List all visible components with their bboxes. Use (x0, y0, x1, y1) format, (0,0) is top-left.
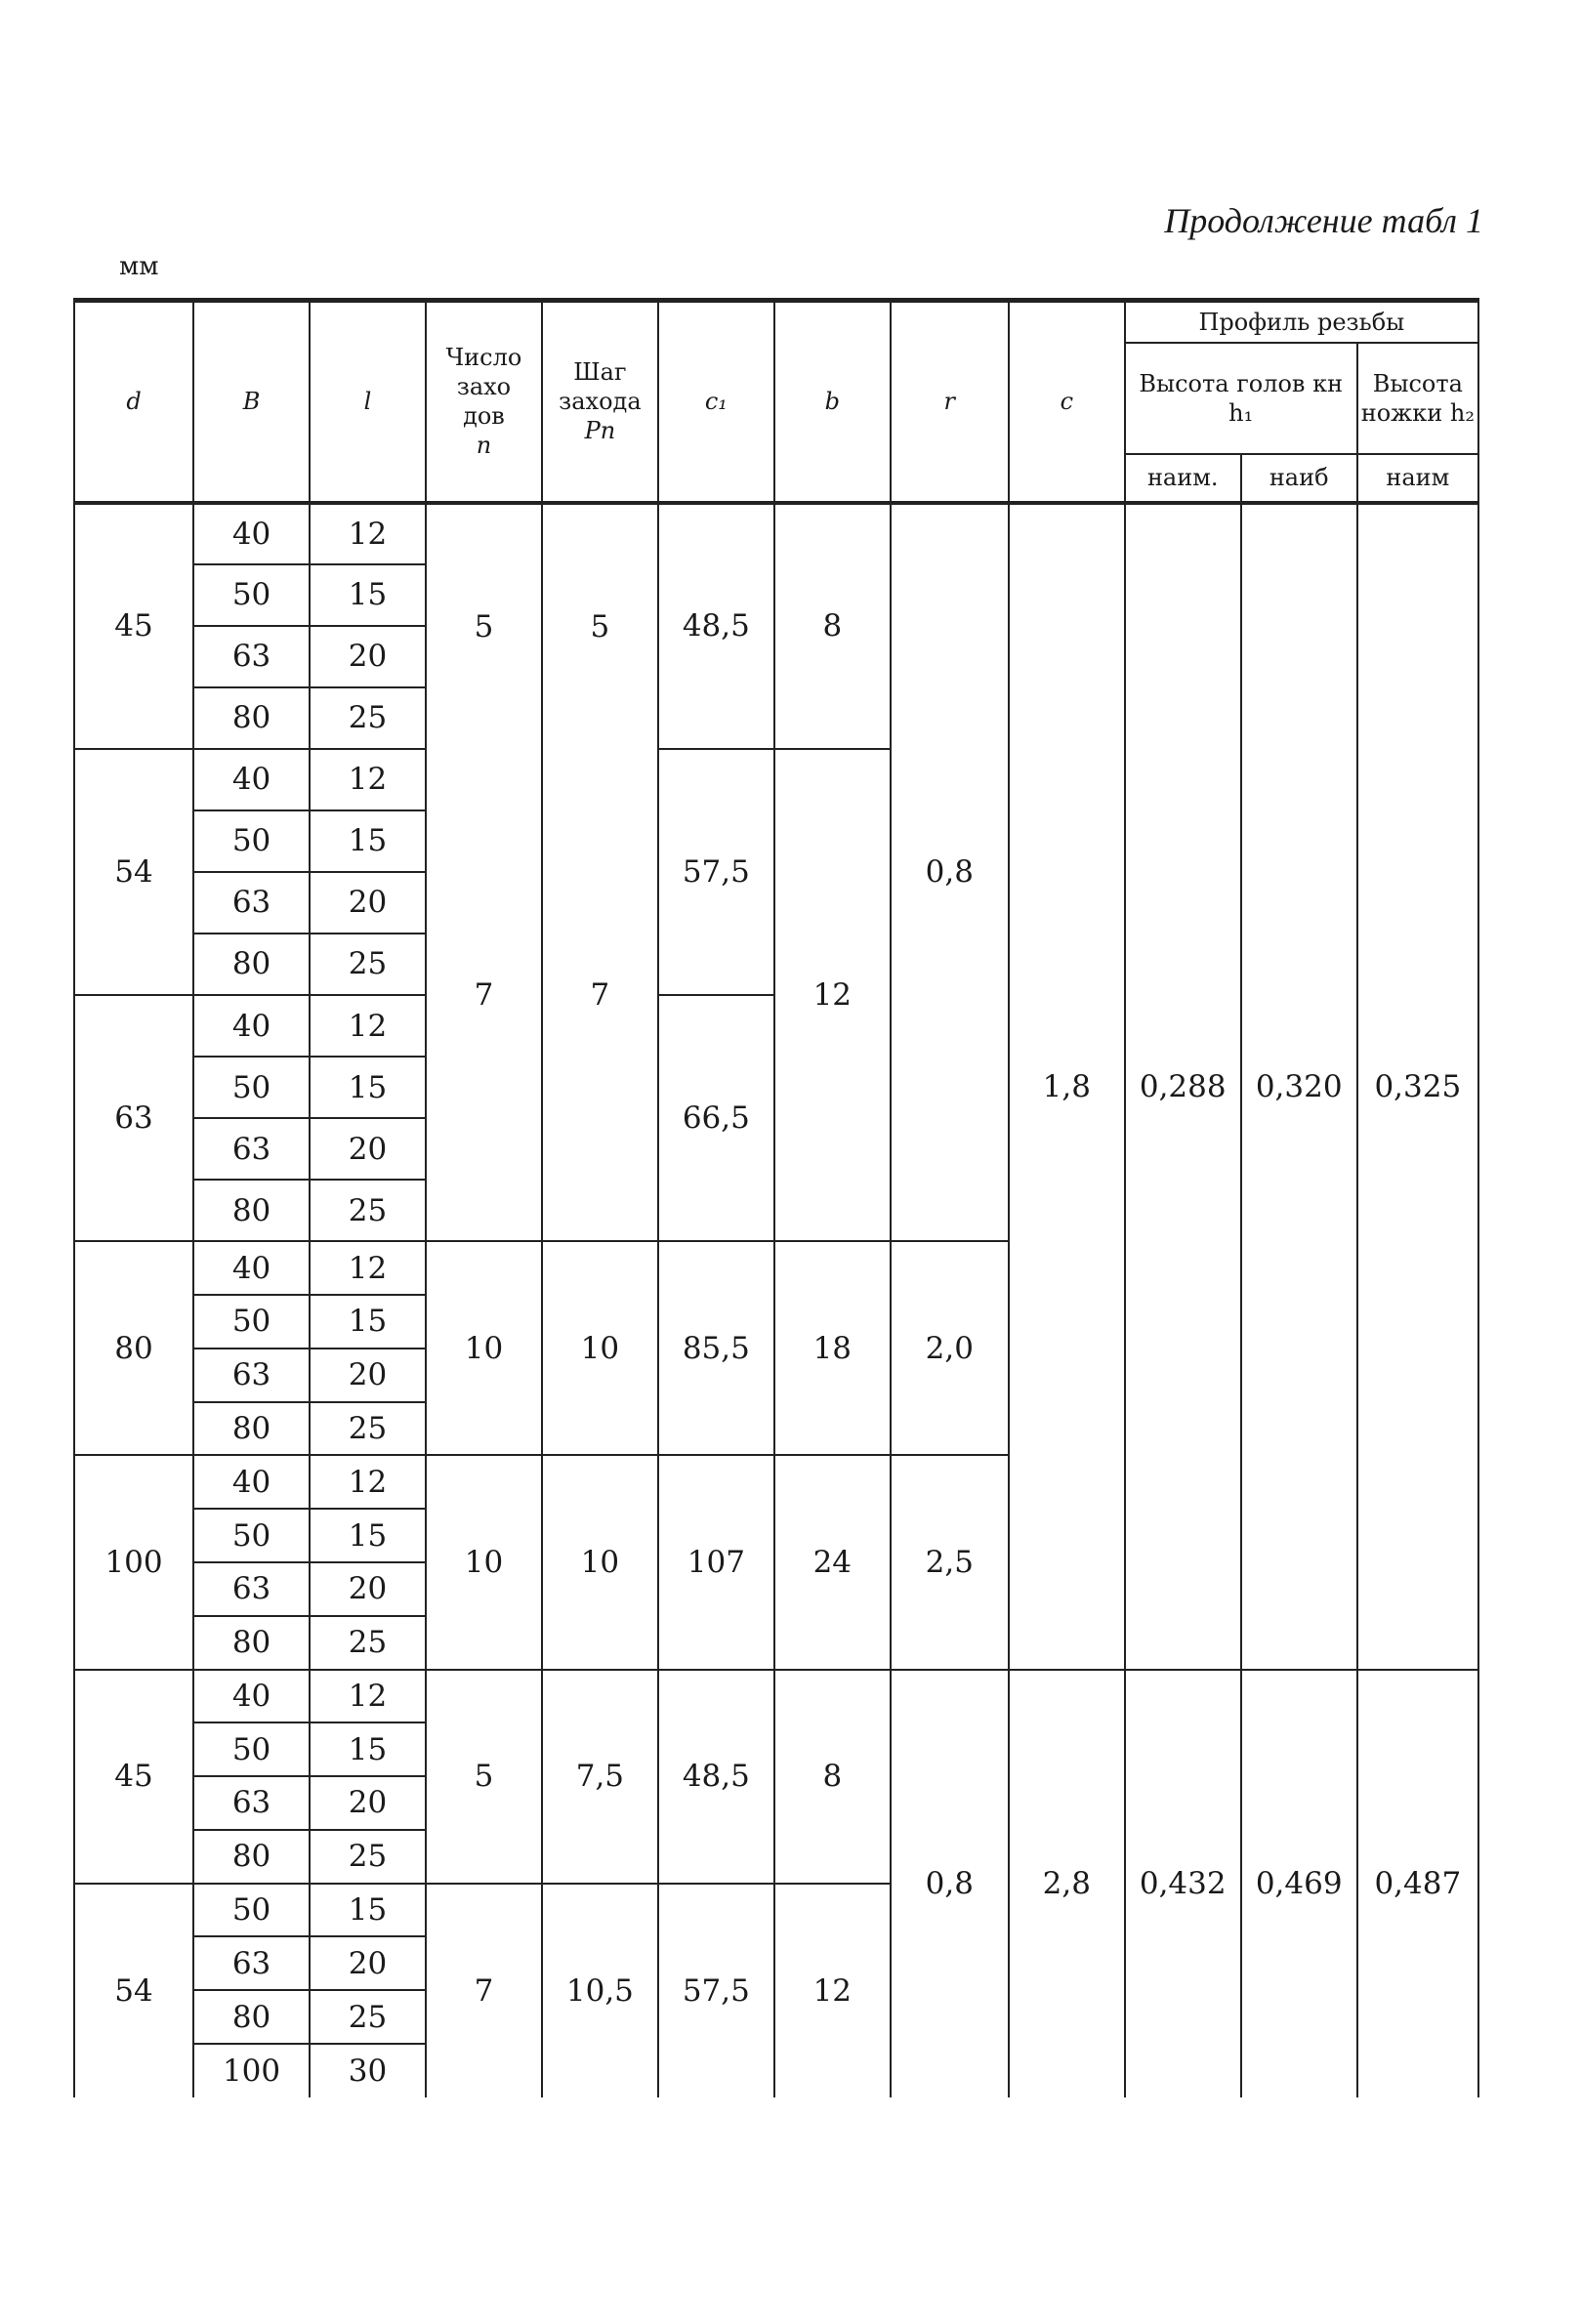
B-cell: 40 (193, 1670, 310, 1723)
b-cell: 18 (774, 1241, 891, 1455)
header-n-symbol: n (476, 432, 492, 460)
l-cell: 15 (310, 564, 426, 626)
header-h1: Высота голов кн h₁ (1125, 343, 1357, 454)
r-cell: 2,5 (891, 1455, 1009, 1669)
d-cell: 45 (74, 1670, 193, 1884)
pn-cell: 5 (542, 503, 658, 749)
c1-cell: 107 (658, 1455, 774, 1669)
l-cell: 12 (310, 503, 426, 564)
header-n-line3: дов (463, 402, 505, 431)
l-cell: 25 (310, 1830, 426, 1884)
header-h1-max: наиб (1241, 454, 1357, 503)
unit-label: мм (119, 252, 159, 281)
B-cell: 63 (193, 872, 310, 934)
B-cell: 100 (193, 2044, 310, 2097)
B-cell: 40 (193, 503, 310, 564)
header-h2-min: наим (1357, 454, 1478, 503)
pn-cell: 7 (542, 749, 658, 1242)
c-cell: 2,8 (1009, 1670, 1125, 2098)
b-cell: 12 (774, 749, 891, 1242)
B-cell: 50 (193, 1509, 310, 1562)
b-cell: 8 (774, 503, 891, 749)
n-cell: 7 (426, 1884, 542, 2097)
l-cell: 15 (310, 1057, 426, 1118)
header-b: b (774, 301, 891, 503)
h1-min-cell: 0,432 (1125, 1670, 1241, 2098)
B-cell: 50 (193, 1884, 310, 1937)
pn-cell: 10 (542, 1455, 658, 1669)
c1-cell: 66,5 (658, 995, 774, 1241)
B-cell: 80 (193, 934, 310, 995)
pn-cell: 10,5 (542, 1884, 658, 2097)
l-cell: 25 (310, 934, 426, 995)
header-pn-line2: захода (559, 388, 642, 416)
header-pn (542, 301, 658, 503)
l-cell: 20 (310, 1562, 426, 1616)
B-cell: 63 (193, 1936, 310, 1990)
c1-cell: 57,5 (658, 1884, 774, 2097)
l-cell: 20 (310, 1118, 426, 1180)
l-cell: 20 (310, 626, 426, 687)
l-cell: 25 (310, 1616, 426, 1670)
header-h2: Высота ножки h₂ (1357, 343, 1478, 454)
table-caption: Продолжение табл 1 (1164, 201, 1483, 240)
c1-cell: 48,5 (658, 1670, 774, 1884)
header-d: d (74, 301, 193, 503)
l-cell: 15 (310, 1722, 426, 1776)
header-profile: Профиль резьбы (1125, 301, 1478, 343)
header-pn-symbol: Pn (584, 417, 616, 445)
l-cell: 15 (310, 810, 426, 872)
d-cell: 100 (74, 1455, 193, 1669)
d-cell: 63 (74, 995, 193, 1241)
B-cell: 63 (193, 1349, 310, 1402)
b-cell: 12 (774, 1884, 891, 2097)
d-cell: 45 (74, 503, 193, 749)
l-cell: 25 (310, 1180, 426, 1241)
l-cell: 12 (310, 1670, 426, 1723)
B-cell: 50 (193, 1295, 310, 1349)
header-pn-line1: Шаг (573, 358, 627, 387)
B-cell: 80 (193, 1616, 310, 1670)
B-cell: 40 (193, 995, 310, 1057)
r-cell: 2,0 (891, 1241, 1009, 1455)
thread-dimensions-table (73, 298, 1479, 2097)
b-cell: 8 (774, 1670, 891, 1884)
header-r: r (891, 301, 1009, 503)
B-cell: 80 (193, 687, 310, 749)
h2-min-cell: 0,325 (1357, 503, 1478, 1670)
l-cell: 12 (310, 749, 426, 810)
header-l: l (310, 301, 426, 503)
n-cell: 5 (426, 503, 542, 749)
B-cell: 50 (193, 1722, 310, 1776)
l-cell: 20 (310, 1936, 426, 1990)
B-cell: 63 (193, 1776, 310, 1830)
B-cell: 40 (193, 1455, 310, 1509)
l-cell: 20 (310, 1349, 426, 1402)
l-cell: 25 (310, 687, 426, 749)
header-B: B (193, 301, 310, 503)
c1-cell: 85,5 (658, 1241, 774, 1455)
l-cell: 15 (310, 1884, 426, 1937)
B-cell: 80 (193, 1990, 310, 2044)
l-cell: 12 (310, 995, 426, 1057)
l-cell: 30 (310, 2044, 426, 2097)
h1-max-cell: 0,320 (1241, 503, 1357, 1670)
B-cell: 80 (193, 1830, 310, 1884)
l-cell: 20 (310, 1776, 426, 1830)
header-c1: c₁ (658, 301, 774, 503)
n-cell: 7 (426, 749, 542, 1242)
B-cell: 63 (193, 626, 310, 687)
d-cell: 80 (74, 1241, 193, 1455)
l-cell: 12 (310, 1241, 426, 1295)
header-c: c (1009, 301, 1125, 503)
c1-cell: 48,5 (658, 503, 774, 749)
n-cell: 10 (426, 1241, 542, 1455)
l-cell: 15 (310, 1509, 426, 1562)
n-cell: 10 (426, 1455, 542, 1669)
B-cell: 40 (193, 749, 310, 810)
r-cell: 0,8 (891, 503, 1009, 1242)
B-cell: 63 (193, 1562, 310, 1616)
pn-cell: 7,5 (542, 1670, 658, 1884)
B-cell: 50 (193, 810, 310, 872)
l-cell: 20 (310, 872, 426, 934)
l-cell: 25 (310, 1402, 426, 1456)
B-cell: 50 (193, 1057, 310, 1118)
header-h1-min: наим. (1125, 454, 1241, 503)
l-cell: 12 (310, 1455, 426, 1509)
pn-cell: 10 (542, 1241, 658, 1455)
d-cell: 54 (74, 749, 193, 995)
h1-max-cell: 0,469 (1241, 1670, 1357, 2098)
d-cell: 54 (74, 1884, 193, 2097)
c1-cell: 57,5 (658, 749, 774, 995)
header-n-line2: захо (456, 373, 512, 401)
B-cell: 80 (193, 1180, 310, 1241)
h2-min-cell: 0,487 (1357, 1670, 1478, 2098)
l-cell: 15 (310, 1295, 426, 1349)
B-cell: 63 (193, 1118, 310, 1180)
r-cell: 0,8 (891, 1670, 1009, 2098)
B-cell: 80 (193, 1402, 310, 1456)
h1-min-cell: 0,288 (1125, 503, 1241, 1670)
header-n (426, 301, 542, 503)
b-cell: 24 (774, 1455, 891, 1669)
B-cell: 50 (193, 564, 310, 626)
n-cell: 5 (426, 1670, 542, 1884)
l-cell: 25 (310, 1990, 426, 2044)
B-cell: 40 (193, 1241, 310, 1295)
header-n-line1: Число (445, 344, 522, 372)
c-cell: 1,8 (1009, 503, 1125, 1670)
